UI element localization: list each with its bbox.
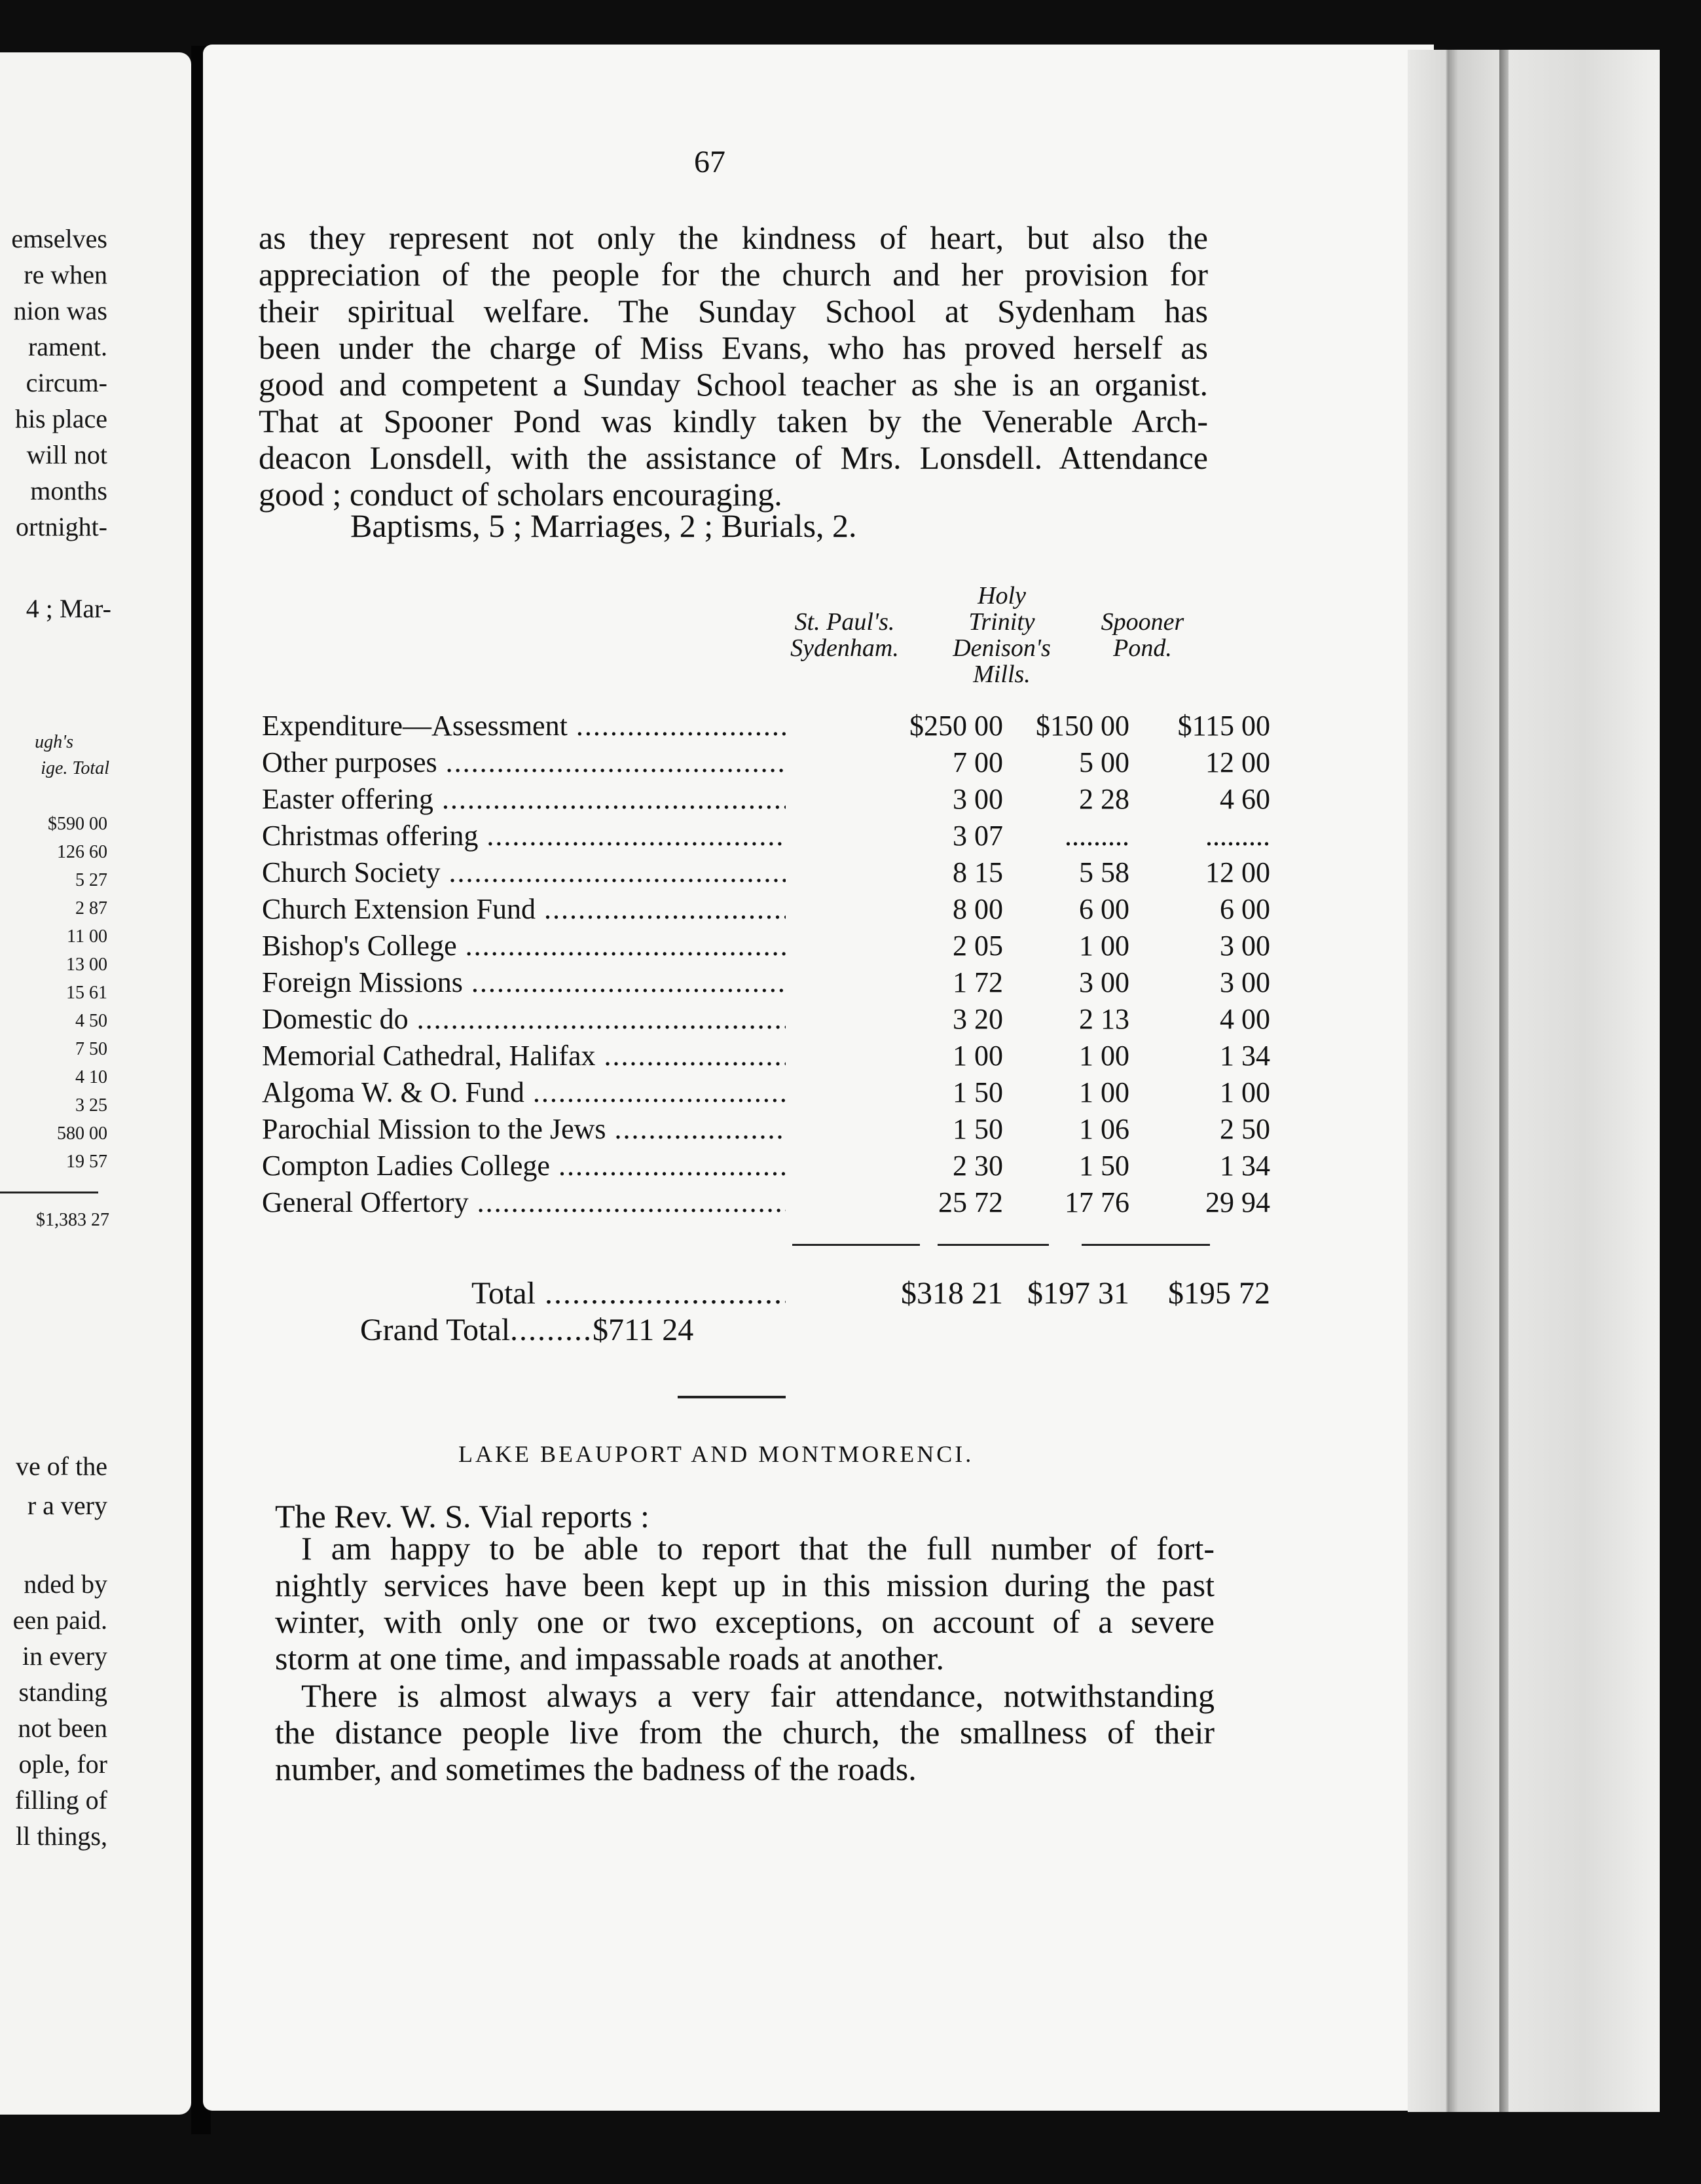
left-fragment: nion was [13, 296, 107, 325]
table-row [262, 966, 1270, 1002]
text-line: as they represent not only the kindness of heart, but also the [259, 219, 1208, 256]
row-label: Algoma W. & O. Fund ..... [262, 1076, 786, 1109]
left-fragment: 4 ; Mar- [26, 594, 111, 623]
cell-spooner-pond: 2 50 [1220, 1113, 1270, 1145]
cell-holy-trinity: 2 13 [1079, 1003, 1129, 1035]
page-edges [1408, 50, 1660, 2112]
text-line: number, and sometimes the badness of the roads. [275, 1751, 917, 1787]
table-row [262, 746, 1270, 782]
intro-paragraph [259, 219, 1208, 513]
cell-st-pauls: 25 72 [938, 1186, 1003, 1218]
cell-holy-trinity: 1 50 [1079, 1150, 1129, 1182]
grand-total-label: Grand Total [360, 1313, 511, 1347]
table-row [262, 1002, 1270, 1039]
table-row [262, 1186, 1270, 1222]
cell-st-pauls: 3 07 [953, 820, 1003, 852]
text-line: their spiritual welfare. The Sunday School at Sydenham has [259, 293, 1208, 329]
cell-st-pauls: 1 50 [953, 1076, 1003, 1108]
cell-spooner-pond: 29 94 [1205, 1186, 1270, 1218]
left-fragment: nded by [24, 1569, 107, 1599]
grand-total-row [360, 1312, 693, 1348]
section-separator [678, 1396, 786, 1398]
left-fragment: 15 61 [66, 983, 107, 1003]
total-st-pauls: $318 21 [901, 1276, 1003, 1311]
cell-st-pauls: $250 00 [909, 710, 1003, 742]
text-line: deacon Lonsdell, with the assistance of Mrs. Lonsdell. Attendance [259, 439, 1208, 476]
sacraments-summary: Baptisms, 5 ; Marriages, 2 ; Burials, 2. [350, 507, 857, 544]
column-header-line: Holy [978, 582, 1026, 610]
sum-rule [938, 1244, 1049, 1246]
left-fragment: 3 25 [75, 1095, 107, 1116]
cell-spooner-pond: 12 00 [1205, 856, 1270, 888]
column-header-line: Trinity [968, 608, 1035, 636]
cell-st-pauls: 7 00 [953, 746, 1003, 778]
row-label: Christmas offering ..... [262, 819, 786, 852]
left-fragment: ople, for [18, 1749, 107, 1779]
left-fragment: will not [26, 440, 107, 469]
column-header-line: St. Paul's. [794, 608, 895, 636]
cell-holy-trinity: 1 06 [1079, 1113, 1129, 1145]
left-fragment: 4 50 [75, 1011, 107, 1031]
row-label: Church Society ..... [262, 856, 786, 889]
text-line: That at Spooner Pond was kindly taken by the Venerable Arch- [259, 403, 1208, 439]
left-fragment: standing [18, 1677, 107, 1707]
cell-spooner-pond: 1 34 [1220, 1040, 1270, 1072]
left-fragment: circum- [26, 368, 107, 397]
left-fragment: ige. Total [41, 758, 109, 778]
left-fragment: 11 00 [67, 926, 107, 947]
text-line: winter, with only one or two exceptions, on account of a severe [275, 1603, 1215, 1640]
cell-holy-trinity: $150 00 [1036, 710, 1129, 742]
left-fragment: 126 60 [57, 842, 107, 862]
cell-st-pauls: 8 00 [953, 893, 1003, 925]
column-header-spooner-pond [1077, 609, 1208, 661]
cell-st-pauls: 8 15 [953, 856, 1003, 888]
cell-holy-trinity: 6 00 [1079, 893, 1129, 925]
left-page [0, 52, 191, 2115]
cell-spooner-pond: 1 00 [1220, 1076, 1270, 1108]
row-label: Memorial Cathedral, Halifax ..... [262, 1039, 786, 1072]
column-header-line: Spooner [1101, 608, 1184, 636]
left-fragment: his place [14, 404, 107, 433]
total-holy-trinity: $197 31 [1027, 1276, 1129, 1311]
report-paragraph-2 [275, 1677, 1215, 1787]
cell-spooner-pond: 12 00 [1205, 746, 1270, 778]
row-label: General Offertory ..... [262, 1186, 786, 1219]
text-line: good and competent a Sunday School teacher as she is an organist. [259, 366, 1208, 403]
left-fragment: een paid. [12, 1605, 107, 1635]
report-intro: The Rev. W. S. Vial reports : [275, 1498, 649, 1535]
table-row [262, 1149, 1270, 1186]
cell-spooner-pond: $115 00 [1177, 710, 1270, 742]
column-header-line: Pond. [1113, 634, 1172, 662]
cell-st-pauls: 1 50 [953, 1113, 1003, 1145]
left-fragment: emselves [11, 224, 107, 253]
text-line: I am happy to be able to report that the full number of fort- [301, 1530, 1215, 1567]
cell-spooner-pond: 6 00 [1220, 893, 1270, 925]
row-label: Parochial Mission to the Jews ..... [262, 1112, 786, 1146]
cell-spooner-pond: 3 00 [1220, 930, 1270, 962]
left-fragment: 7 50 [75, 1039, 107, 1059]
row-label: Compton Ladies College ..... [262, 1149, 786, 1182]
section-title: LAKE BEAUPORT AND MONTMORENCI. [458, 1441, 974, 1467]
cell-st-pauls: 1 72 [953, 966, 1003, 998]
text-line: nightly services have been kept up in this mission during the past [275, 1567, 1215, 1603]
grand-total-dots: ......... [510, 1313, 593, 1347]
left-fragment: 13 00 [66, 955, 107, 975]
cell-holy-trinity: 2 28 [1079, 783, 1129, 815]
cell-spooner-pond: 4 60 [1220, 783, 1270, 815]
table-row [262, 782, 1270, 819]
left-fragment: months [30, 476, 107, 505]
left-fragment: r a very [27, 1491, 107, 1520]
left-fragment: 580 00 [57, 1123, 107, 1144]
left-fragment: 5 27 [75, 870, 107, 890]
cell-holy-trinity: ......... [1065, 820, 1129, 852]
total-label: Total ..... [471, 1275, 786, 1311]
cell-holy-trinity: 1 00 [1079, 930, 1129, 962]
cell-holy-trinity: 5 00 [1079, 746, 1129, 778]
row-label: Expenditure—Assessment ..... [262, 709, 786, 742]
cell-spooner-pond: ......... [1205, 820, 1270, 852]
left-fragment: 2 87 [75, 898, 107, 919]
cell-st-pauls: 2 30 [953, 1150, 1003, 1182]
left-fragment: 4 10 [75, 1067, 107, 1087]
row-label: Domestic do ..... [262, 1002, 786, 1036]
row-label: Bishop's College ..... [262, 929, 786, 962]
text-line: good ; conduct of scholars encouraging. [259, 476, 782, 513]
table-row [262, 929, 1270, 966]
left-fragment: not been [18, 1713, 107, 1743]
cell-st-pauls: 3 20 [953, 1003, 1003, 1035]
column-header-line: Mills. [973, 661, 1031, 688]
grand-total-value: $711 24 [593, 1313, 694, 1347]
cell-spooner-pond: 4 00 [1220, 1003, 1270, 1035]
cell-holy-trinity: 17 76 [1065, 1186, 1129, 1218]
left-fragment: ve of the [16, 1451, 107, 1481]
row-label: Easter offering ..... [262, 782, 786, 816]
row-label: Other purposes ..... [262, 746, 786, 779]
left-sum-rule [0, 1192, 98, 1193]
column-header-holy-trinity [930, 583, 1074, 687]
left-fragment: rament. [27, 332, 107, 361]
column-header-st-pauls [759, 609, 930, 661]
left-fragment: $590 00 [48, 814, 107, 834]
row-label: Church Extension Fund ..... [262, 892, 786, 926]
table-row [262, 856, 1270, 892]
table-row [262, 1076, 1270, 1112]
report-paragraph-1 [275, 1530, 1215, 1677]
total-spooner-pond: $195 72 [1168, 1276, 1270, 1311]
cell-spooner-pond: 1 34 [1220, 1150, 1270, 1182]
left-fragment: 19 57 [66, 1152, 107, 1172]
left-fragment: ugh's [35, 732, 73, 752]
text-line: storm at one time, and impassable roads at another. [275, 1640, 944, 1677]
cell-holy-trinity: 5 58 [1079, 856, 1129, 888]
sum-rule [792, 1244, 920, 1246]
table-row [262, 892, 1270, 929]
text-line: appreciation of the people for the church and her provision for [259, 256, 1208, 293]
row-label: Foreign Missions ..... [262, 966, 786, 999]
left-fragment: in every [22, 1641, 107, 1671]
left-fragment: $1,383 27 [36, 1210, 109, 1230]
table-row [262, 819, 1270, 856]
cell-st-pauls: 3 00 [953, 783, 1003, 815]
text-line: There is almost always a very fair attendance, notwithstanding [301, 1677, 1215, 1714]
left-fragment: re when [24, 260, 107, 289]
cell-holy-trinity: 3 00 [1079, 966, 1129, 998]
page-number: 67 [694, 145, 725, 179]
cell-holy-trinity: 1 00 [1079, 1076, 1129, 1108]
left-fragment: ortnight- [16, 512, 107, 541]
table-row [262, 1112, 1270, 1149]
column-header-line: Sydenham. [790, 634, 899, 662]
cell-holy-trinity: 1 00 [1079, 1040, 1129, 1072]
table-row [262, 1039, 1270, 1076]
cell-spooner-pond: 3 00 [1220, 966, 1270, 998]
sum-rule [1082, 1244, 1210, 1246]
cell-st-pauls: 2 05 [953, 930, 1003, 962]
total-row [262, 1275, 1270, 1315]
cell-st-pauls: 1 00 [953, 1040, 1003, 1072]
left-fragment: ll things, [15, 1821, 107, 1851]
column-header-line: Denison's [953, 634, 1051, 662]
left-fragment: filling of [14, 1785, 107, 1815]
table-row [262, 709, 1270, 746]
text-line: been under the charge of Miss Evans, who has proved herself as [259, 329, 1208, 366]
text-line: the distance people live from the church, the smallness of their [275, 1714, 1215, 1751]
